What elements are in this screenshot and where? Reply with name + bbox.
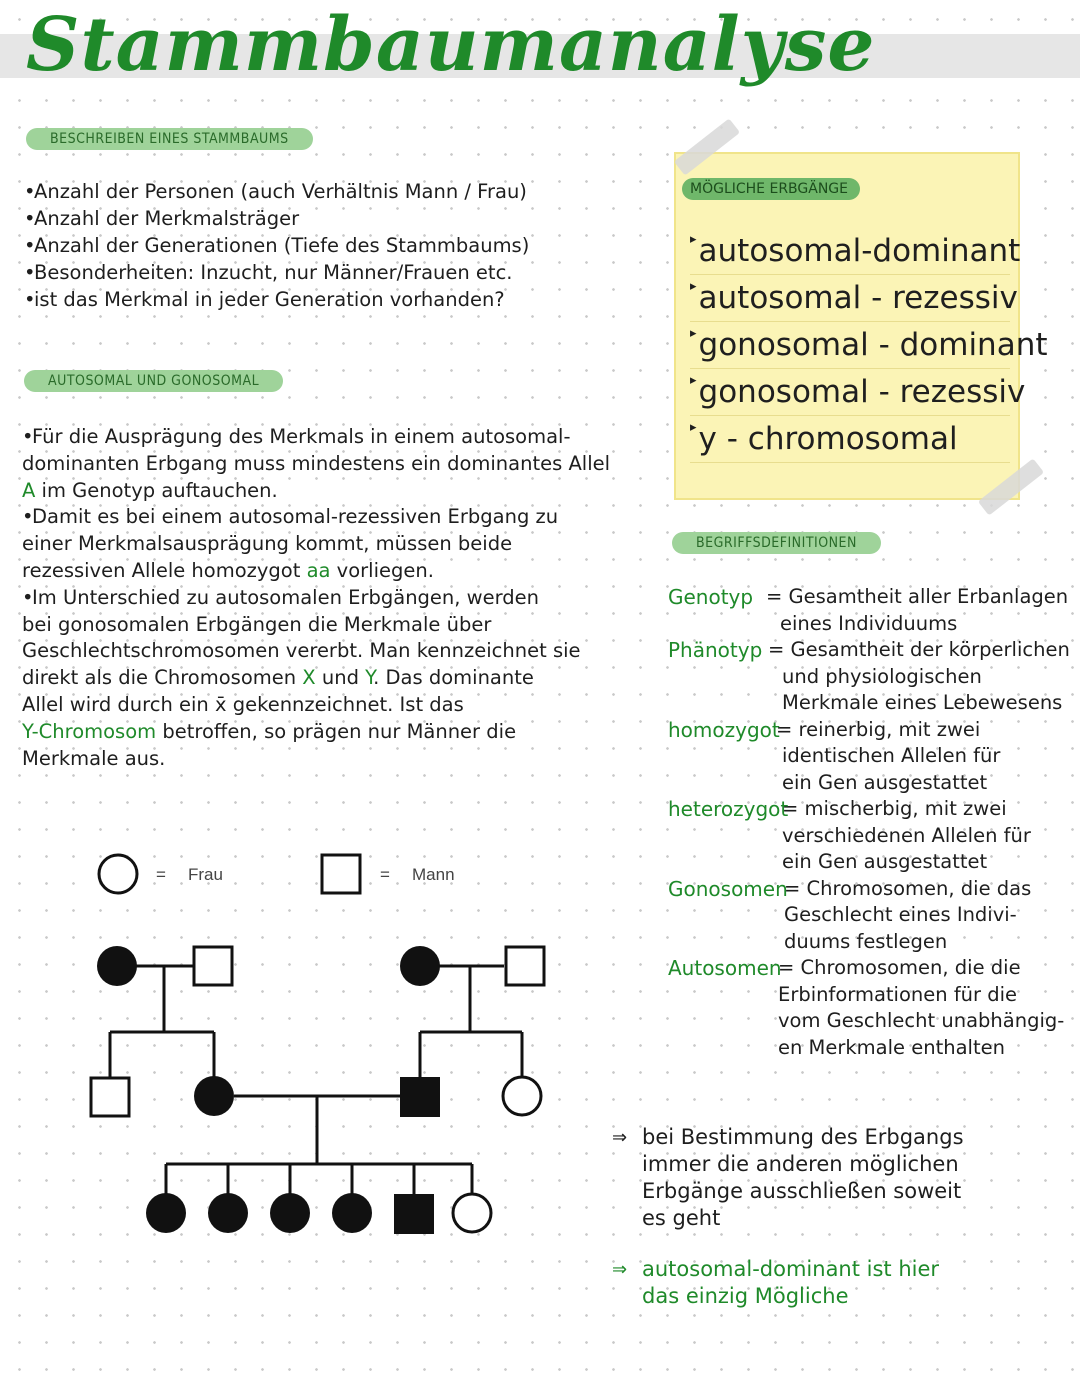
legend-male-symbol <box>322 855 360 893</box>
unaffected-male <box>194 947 232 985</box>
unaffected-female <box>503 1077 541 1115</box>
describe-item: •Anzahl der Generationen (Tiefe des Stammbaums) <box>24 234 530 257</box>
triangle-bullet-icon: ▸ <box>690 279 697 294</box>
possible-item: ▸gonosomal - rezessiv <box>690 369 1010 416</box>
section-label-definitions: BEGRIFFSDEFINITIONEN <box>672 532 881 554</box>
section-label-autosomal: AUTOSOMAL UND GONOSOMAL <box>24 370 283 392</box>
affected-female <box>400 946 440 986</box>
possible-item: ▸autosomal-dominant <box>690 228 1010 275</box>
note-exclusion: ⇒ bei Bestimmung des Erbgangs immer die anderen möglichen Erbgänge ausschließen soweit es geht <box>612 1125 964 1230</box>
section-label-possible: MÖGLICHE ERBGÄNGE <box>682 178 860 200</box>
triangle-bullet-icon: ▸ <box>690 373 697 388</box>
affected-female <box>332 1193 372 1233</box>
section-label-describe: BESCHREIBEN EINES STAMMBAUMS <box>26 128 313 150</box>
definitions-list <box>668 584 1078 1061</box>
definition-heterozygot: heterozygot = mischerbig, mit zwei verschiedenen Allelen für ein Gen ausgestattet <box>668 797 1031 873</box>
possible-item: ▸y - chromosomal <box>690 416 1010 463</box>
unaffected-male <box>506 947 544 985</box>
triangle-bullet-icon: ▸ <box>690 232 697 247</box>
definition-gonosomen: Gonosomen = Chromosomen, die das Geschlecht eines Indivi- duums festlegen <box>668 876 1032 953</box>
double-arrow-icon: ⇒ <box>612 1127 628 1148</box>
definition-phaenotyp: Phänotyp = Gesamtheit der körperlichen und physiologischen Merkmale eines Lebewesens <box>668 638 1070 714</box>
describe-item: •Anzahl der Personen (auch Verhältnis Mann / Frau) <box>24 180 527 203</box>
pedigree-lines <box>110 966 522 1194</box>
affected-female <box>146 1193 186 1233</box>
affected-female <box>270 1193 310 1233</box>
legend-equals: = <box>380 865 390 884</box>
gonosomal-paragraph: •Im Unterschied zu autosomalen Erbgängen, werden bei gonosomalen Erbgängen die Merkmale über Geschlechtschromosomen vererbt. Man kennzeichnet sie direkt als die Chromosomen X und Y. Das dominante Allel wird durch ein x̄ gekennzeichnet. Ist das Y-Chromosom betroffen, so prägen nur Männer die Merkmale aus. <box>22 585 581 770</box>
note-result: ⇒ autosomal-dominant ist hier das einzig Mögliche <box>612 1257 940 1308</box>
pedigree-generation-3 <box>146 1193 491 1234</box>
autosomal-paragraph-1: •Für die Ausprägung des Merkmals in einem autosomal- dominanten Erbgang muss mindestens ein dominantes Allel A im Genotyp auftauchen. <box>22 425 611 502</box>
double-arrow-icon: ⇒ <box>612 1259 628 1280</box>
describe-item: •Besonderheiten: Inzucht, nur Männer/Frauen etc. <box>24 261 513 284</box>
definition-term: homozygot <box>668 717 780 742</box>
definition-homozygot: homozygot = reinerbig, mit zwei identischen Allelen für ein Gen ausgestattet <box>668 717 1001 794</box>
legend <box>99 855 455 893</box>
definition-genotyp: Genotyp = Gesamtheit aller Erbanlagen eines Individuums <box>668 585 1069 635</box>
possible-list <box>690 228 1048 463</box>
definition-term: Phänotyp <box>668 638 763 662</box>
affected-female <box>194 1076 234 1116</box>
describe-item: •Anzahl der Merkmalsträger <box>24 207 300 230</box>
allele-dominant: A <box>22 478 36 502</box>
definition-term: Autosomen <box>668 956 782 980</box>
legend-equals: = <box>156 865 166 884</box>
unaffected-female <box>453 1194 491 1232</box>
sticky-note-possible-inheritance <box>674 152 1048 500</box>
allele-recessive: aa <box>306 558 331 582</box>
triangle-bullet-icon: ▸ <box>690 326 697 341</box>
page-title: Stammbaumanalyse <box>26 2 876 88</box>
affected-female <box>208 1193 248 1233</box>
definition-autosomen: Autosomen = Chromosomen, die die Erbinformationen für die vom Geschlecht unabhängig- en Merkmale enthalten <box>668 956 1065 1059</box>
legend-female-symbol <box>99 855 137 893</box>
autosomal-paragraph-2: •Damit es bei einem autosomal-rezessiven Erbgang zu einer Merkmalsausprägung kommt, müssen beide rezessiven Allele homozygot aa vorliegen. <box>22 505 559 582</box>
describe-item: •ist das Merkmal in jeder Generation vorhanden? <box>24 288 505 311</box>
affected-male <box>394 1194 434 1234</box>
legend-male-label: Mann <box>412 865 455 884</box>
affected-male <box>400 1077 440 1117</box>
definition-term: Genotyp <box>668 585 754 609</box>
conclusion-notes <box>612 1124 1052 1310</box>
unaffected-male <box>91 1078 129 1116</box>
possible-item: ▸autosomal - rezessiv <box>690 275 1010 322</box>
definition-term: heterozygot <box>668 797 789 821</box>
affected-female <box>97 946 137 986</box>
definition-term: Gonosomen <box>668 876 788 901</box>
legend-female-label: Frau <box>188 865 223 884</box>
possible-item: ▸gonosomal - dominant <box>690 322 1010 369</box>
triangle-bullet-icon: ▸ <box>690 420 697 435</box>
